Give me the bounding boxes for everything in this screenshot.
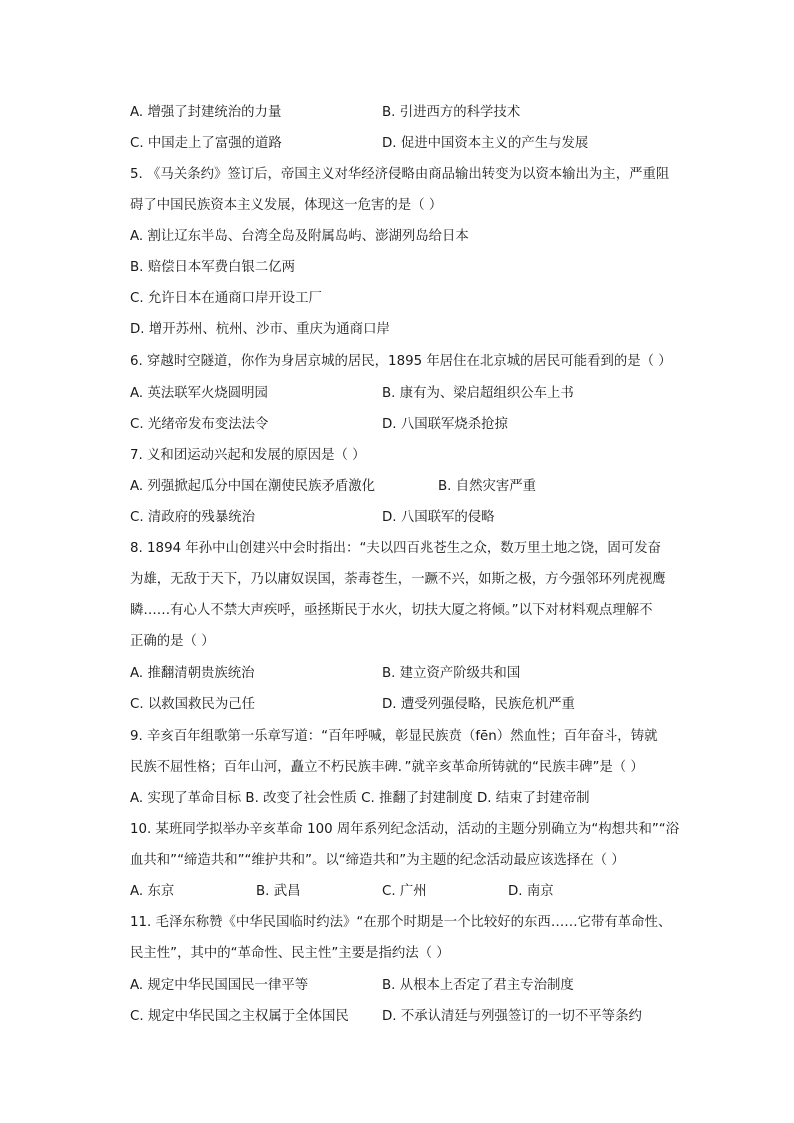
q8-stem-line-4: 正确的是（ ） — [130, 634, 215, 649]
q6-option-a: A. 英法联军火烧圆明园 — [130, 386, 268, 401]
q9-stem-line-2: 民族不屈性格；百年山河，矗立不朽民族丰碑．”就辛亥革命所铸就的“民族丰碑”是（ ） — [130, 760, 644, 775]
q5-stem-line-1: 5. 《马关条约》签订后，帝国主义对华经济侵略由商品输出转变为以资本输出为主，严重阻 — [130, 167, 670, 182]
q6-option-b: B. 康有为、梁启超组织公车上书 — [382, 386, 574, 401]
q6-option-d: D. 八国联军烧杀抢掠 — [382, 417, 508, 432]
q8-option-a: A. 推翻清朝贵族统治 — [130, 666, 255, 681]
q10-option-c: C. 广州 — [382, 884, 427, 899]
q11-option-a: A. 规定中华民国国民一律平等 — [130, 978, 309, 993]
q10-stem-line-2: 血共和”“缔造共和”“维护共和”。以“缔造共和”为主题的纪念活动最应该选择在（ ） — [130, 853, 625, 868]
q6-stem-line-1: 6. 穿越时空隧道，你作为身居京城的居民，1895 年居住在北京城的居民可能看到的是（ ） — [130, 354, 672, 369]
q5-option-d: D. 增开苏州、杭州、沙市、重庆为通商口岸 — [130, 322, 390, 337]
q8-stem-line-1: 8. 1894 年孙中山创建兴中会时指出：“夫以四百兆苍生之众，数万里土地之饶，固可发奋 — [130, 541, 661, 556]
q10-option-b: B. 武昌 — [256, 884, 301, 899]
q10-option-a: A. 东京 — [130, 884, 175, 899]
q5-option-a: A. 割让辽东半岛、台湾全岛及附属岛屿、澎湖列岛给日本 — [130, 229, 469, 244]
q5-stem-line-2: 碍了中国民族资本主义发展，体现这一危害的是（ ） — [130, 198, 443, 213]
q7-option-a: A. 列强掀起瓜分中国在潮使民族矛盾激化 — [130, 479, 376, 494]
q11-stem-line-2: 民主性”，其中的“革命性、民主性”主要是指约法（ ） — [130, 946, 450, 961]
q7-option-d: D. 八国联军的侵略 — [382, 510, 495, 525]
q4-option-a: A. 增强了封建统治的力量 — [130, 105, 282, 120]
q7-stem-line-1: 7. 义和团运动兴起和发展的原因是（ ） — [130, 448, 366, 463]
q11-stem-line-1: 11. 毛泽东称赞《中华民国临时约法》“在那个时期是一个比较好的东西……它带有革命性、 — [130, 915, 672, 930]
q4-option-b: B. 引进西方的科学技术 — [382, 105, 521, 120]
q8-stem-line-2: 为雄，无敌于天下，乃以庸奴误国，荼毒苍生，一蹶不兴，如斯之极，方今强邻环列虎视鹰 — [130, 572, 666, 587]
q8-stem-line-3: 瞵……有心人不禁大声疾呼，亟拯斯民于水火，切扶大厦之将倾。”以下对材料观点理解不 — [130, 603, 653, 618]
q5-option-b: B. 赔偿日本军费白银二亿两 — [130, 260, 295, 275]
q4-option-d: D. 促进中国资本主义的产生与发展 — [382, 136, 589, 151]
q10-stem-line-1: 10. 某班同学拟举办辛亥革命 100 周年系列纪念活动，活动的主题分别确立为“构想共和”“浴 — [130, 822, 680, 837]
q9-options: A. 实现了革命目标 B. 改变了社会性质 C. 推翻了封建制度 D. 结束了封建帝制 — [130, 791, 590, 806]
q4-option-c: C. 中国走上了富强的道路 — [130, 136, 282, 151]
q7-option-b: B. 自然灾害严重 — [438, 479, 537, 494]
q11-option-b: B. 从根本上否定了君主专治制度 — [382, 978, 574, 993]
q6-option-c: C. 光绪帝发布变法法令 — [130, 417, 269, 432]
q10-option-d: D. 南京 — [508, 884, 554, 899]
q9-stem-line-1: 9. 辛亥百年组歌第一乐章写道：“百年呼喊，彰显民族贲（fēn）然血性；百年奋斗，铸就 — [130, 729, 658, 744]
q11-option-d: D. 不承认清廷与列强签订的一切不平等条约 — [382, 1009, 642, 1024]
q8-option-d: D. 遭受列强侵略，民族危机严重 — [382, 697, 575, 712]
q7-option-c: C. 清政府的残暴统治 — [130, 510, 255, 525]
q8-option-b: B. 建立资产阶级共和国 — [382, 666, 521, 681]
q11-option-c: C. 规定中华民国之主权属于全体国民 — [130, 1009, 349, 1024]
q5-option-c: C. 允许日本在通商口岸开设工厂 — [130, 291, 322, 306]
q8-option-c: C. 以救国救民为己任 — [130, 697, 255, 712]
